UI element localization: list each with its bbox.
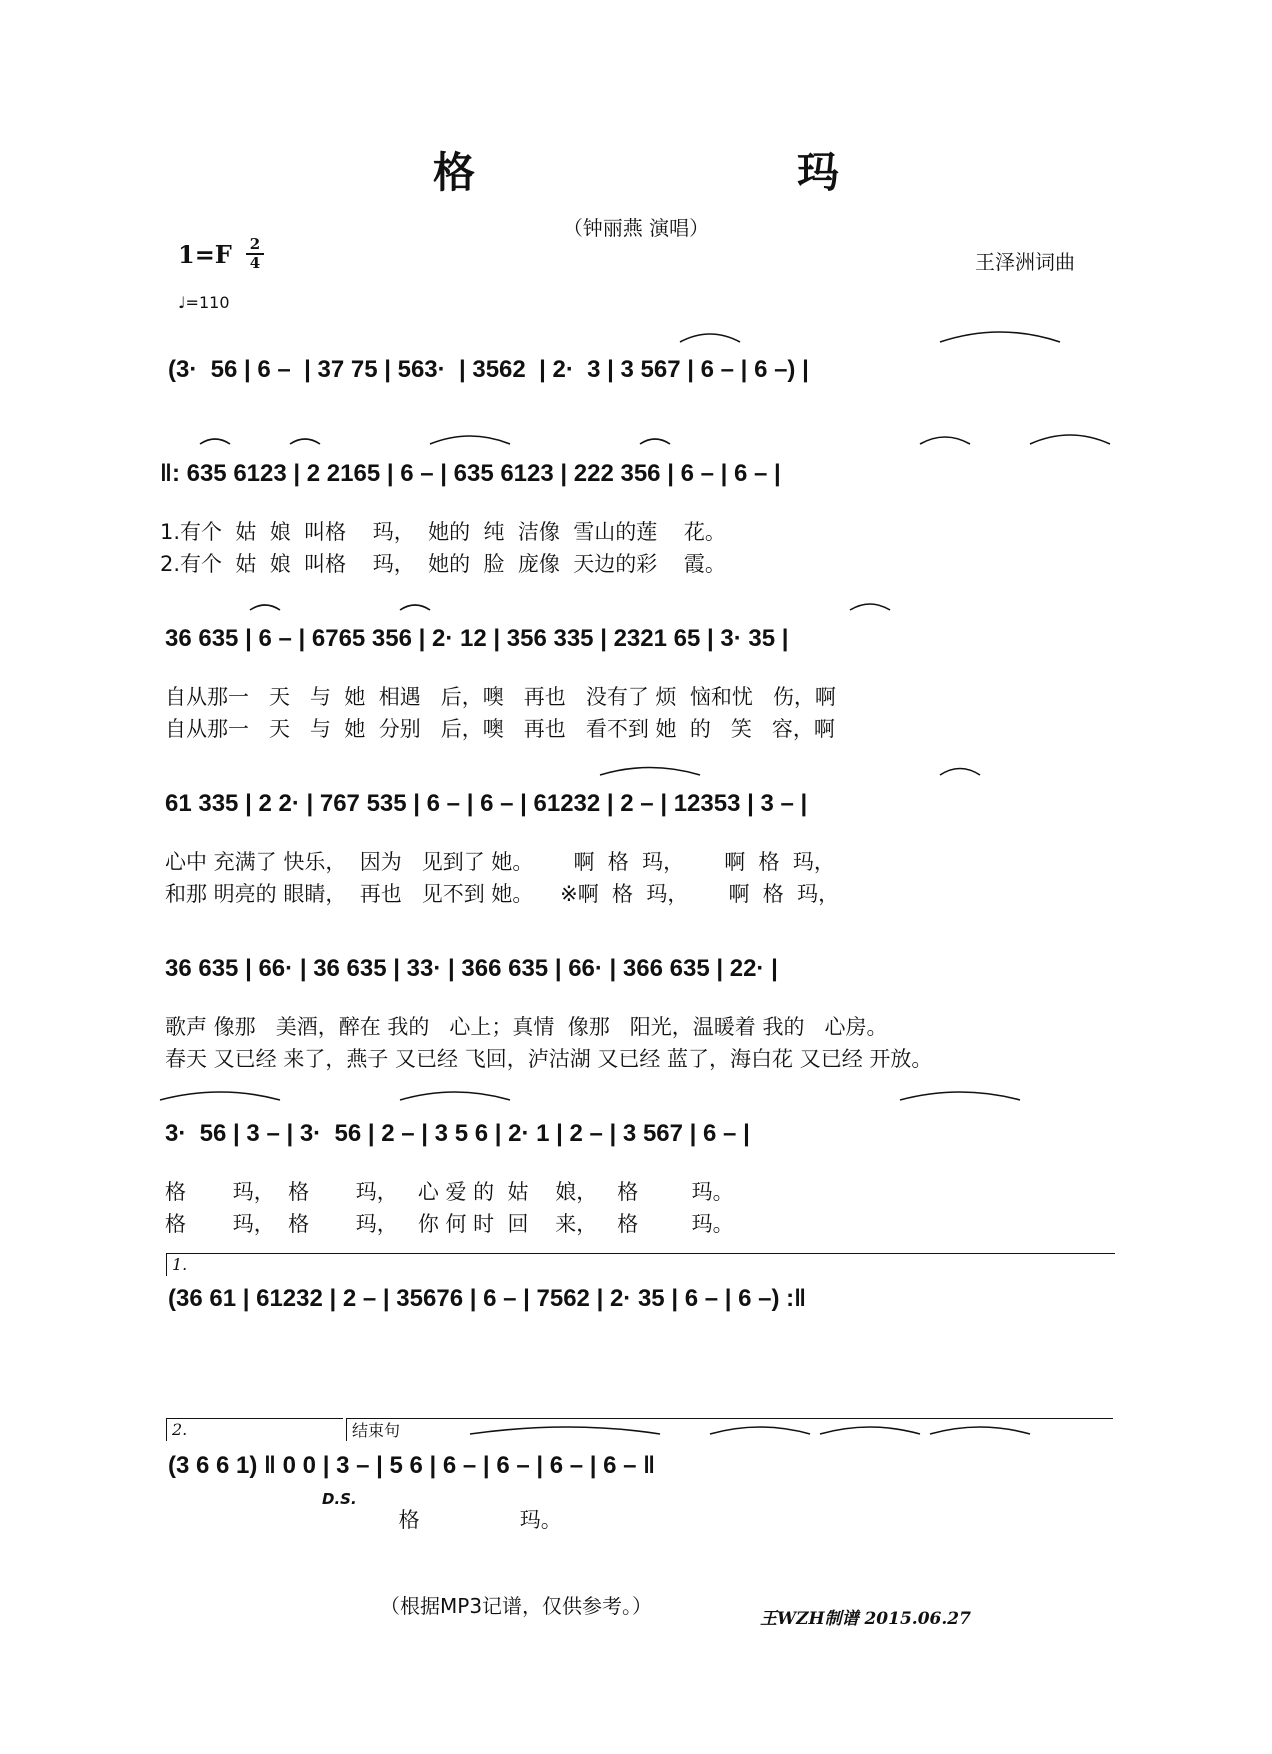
lyrics-line-2: 自从那一 天 与 她 分别 后，噢 再也 看不到 她 的 笑 容，啊 bbox=[165, 717, 835, 741]
time-signature-bottom: 4 bbox=[249, 254, 261, 272]
singer-credit: （钟丽燕 演唱） bbox=[562, 216, 710, 240]
lyrics-line-2: 格 玛， 格 玛， 你 何 时 回 来， 格 玛。 bbox=[165, 1212, 734, 1236]
key-signature: 1=F bbox=[178, 240, 232, 269]
staff-notes: 3· 56 | 3 – | 3· 56 | 2 – | 3 5 6 | 2· 1 | 2 – | 3 567 | 6 – | bbox=[165, 1120, 750, 1147]
staff-notes: 61 335 | 2 2· | 767 535 | 6 – | 6 – | 61232 | 2 – | 12353 | 3 – | bbox=[165, 790, 808, 817]
transcriber-signature: 王WZH制谱 2015.06.27 bbox=[760, 1609, 971, 1629]
time-signature-top: 2 bbox=[249, 235, 261, 253]
lyricist-composer: 王泽洲词曲 bbox=[975, 250, 1075, 274]
staff-notes: 36 635 | 6 – | 6765 356 | 2· 12 | 356 335 | 2321 65 | 3· 35 | bbox=[165, 625, 789, 652]
lyrics-line-2: 春天 又已经 来了，燕子 又已经 飞回，泸沽湖 又已经 蓝了，海白花 又已经 开放。 bbox=[165, 1047, 933, 1071]
staff-notes: 36 635 | 66· | 36 635 | 33· | 366 635 | 66· | 366 635 | 22· | bbox=[165, 955, 778, 982]
lyrics-line-1: 格 玛。 bbox=[165, 1508, 562, 1532]
lyrics-line-1: 自从那一 天 与 她 相遇 后，噢 再也 没有了 烦 恼和忧 伤，啊 bbox=[165, 685, 836, 709]
lyrics-line-2: 2.有个 姑 娘 叫格 玛， 她的 脸 庞像 天边的彩 霞。 bbox=[160, 552, 726, 576]
tempo-marking: ♩=110 bbox=[178, 293, 230, 312]
lyrics-line-2: 和那 明亮的 眼睛， 再也 见不到 她。 ※啊 格 玛， 啊 格 玛， bbox=[165, 882, 840, 906]
dal-segno-mark: D.S. bbox=[322, 1490, 357, 1508]
staff-notes: (3 6 6 1) ‖ 0 0 | 3 – | 5 6 | 6 – | 6 – | 6 – | 6 – ‖ bbox=[168, 1452, 656, 1479]
lyrics-line-1: 1.有个 姑 娘 叫格 玛， 她的 纯 洁像 雪山的莲 花。 bbox=[160, 520, 726, 544]
coda-label: 结束句 bbox=[352, 1421, 401, 1440]
lyrics-line-1: 歌声 像那 美酒，醉在 我的 心上；真情 像那 阳光，温暖着 我的 心房。 bbox=[165, 1015, 888, 1039]
song-title: 格 玛 bbox=[432, 148, 979, 197]
second-ending-label: 2. bbox=[172, 1420, 188, 1439]
first-ending-label: 1. bbox=[172, 1255, 188, 1274]
lyrics-line-1: 心中 充满了 快乐， 因为 见到了 她。 啊 格 玛， 啊 格 玛， bbox=[165, 850, 835, 874]
staff-notes: (36 61 | 61232 | 2 – | 35676 | 6 – | 7562 | 2· 35 | 6 – | 6 –) :‖ bbox=[168, 1285, 807, 1312]
transcription-note: （根据MP3记谱，仅供参考。） bbox=[380, 1594, 653, 1618]
staff-notes: (3· 56 | 6 – | 37 75 | 563· | 3562 | 2· 3 | 3 567 | 6 – | 6 –) | bbox=[168, 356, 809, 383]
staff-notes: ‖: 635 6123 | 2 2165 | 6 – | 635 6123 | 222 356 | 6 – | 6 – | bbox=[160, 460, 781, 487]
lyrics-line-1: 格 玛， 格 玛， 心 爱 的 姑 娘， 格 玛。 bbox=[165, 1180, 734, 1204]
